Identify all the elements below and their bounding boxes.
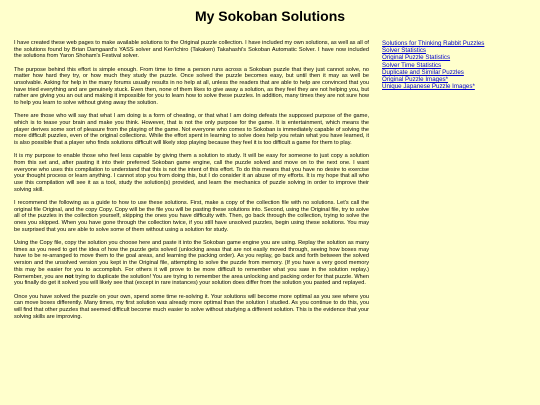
intent-paragraph: It is my purpose to enable those who feel less capable by giving them a solution to study. It will be easy for someone to just copy a solution from this set and, after pasting it into their preferred Sokoban game engine, call the puzzle solved and move on to the next one. I want everyone who uses this compilation to understand that this is not the intent of this effort. To do this means that you have no desire to exercise your thought process or learn anything. I cannot stop you from doing this, but I do consider it an abuse of my efforts. It is my hope that all who use this compilation will see it as a tool, study the solution(s) provided, and learn the mechanics of puzzle solving in order to improve their solving skill. [14,153,369,193]
link-japanese-puzzle-images[interactable]: Unique Japanese Puzzle Images* [382,83,475,91]
sidebar-links [382,40,532,90]
purpose-paragraph: The purpose behind this effort is simple enough. From time to time a person runs across a Sokoban puzzle that they just cannot solve, no matter how hard they try, or how much they study the puzzle. Once solved the puzzle becomes easy, but until then it may as well be unsolvable. Asking for help in the many forums usually results in no help at all, unless the readers that are able to help are convinced that you have tried everything and are genuinely stuck. Even then, none of them likes to give away a solution, as they feel they are not helping you, but rather are giving you an out and making it impossible for you to learn how to solve these puzzles. In addition, many times they are not sure how to help you learn to solve without giving away the solution. [14,66,369,107]
link-solver-time-statistics[interactable]: Solver Time Statistics [382,61,442,69]
intro-paragraph: I have created these web pages to make available solutions to the Original puzzle collection. I have included my own solutions, as well as all of the solutions found by Brian Damgaard's YASS solver and Ken'ichiro (Takaken) Takahashi's Sokoban Automatic Solver. I have now included the solutions from Yaron Shoham's Festival solver. [14,40,369,60]
link-original-puzzle-statistics[interactable]: Original Puzzle Statistics [382,54,451,62]
page-title: My Sokoban Solutions [194,8,346,24]
resolve-paragraph: Once you have solved the puzzle on your own, spend some time re-solving it. Your solutions will become more optimal as you see where you can move boxes differently. Many times, my first solution was already more optimal than the solution I studied. As you continue to do this, you will find that other puzzles that seemed difficult become much easier to solve without studying a different solution. This is the evidence that your solving skills are improving. [14,293,369,320]
emphasis-not: not [64,273,74,280]
link-solver-statistics[interactable]: Solver Statistics [382,47,427,55]
article-body [14,40,369,327]
copy-file-text-2: trying to duplicate the solution! You are trying to remember the area unlocking and packing order for that puzzle. When you finally do get it solved you will likely see that (except in rare instances) your solution does differ from the solution you pasted and replayed. [14,273,369,287]
copy-file-text-1: Using the Copy file, copy the solution you choose here and paste it into the Sokoban game engine you are using. Replay the solution as many times as you need to get the idea of how the puzzle gets solved (unlocking areas that are not easily moved through, seeing how boxes may have to be re-arranged to move them to the goal areas, and learning the packing order). As you replay, go back and forth between the solved version and the unsolved version you kept in the Original file, attempting to solve the puzzle from memory. (If you have a very good memory this may be easier for you to accomplish. For others it will prove to be more difficult to remember what you saw in the solution replay.) Remember, you are [14,240,369,280]
link-original-puzzle-images[interactable]: Original Puzzle Images* [382,76,449,84]
guide-paragraph: I recommend the following as a guide to how to use these solutions. First, make a copy of the collection file with no solutions. Let's call the original file Original, and the copy Copy. Copy will be the file you will be pasting these solutions into. Second, using the Original file, try to solve all of the puzzles in the collection yourself, skipping the ones you have difficulty with. Then, go back through the collection, trying to solve the ones you skipped. When you have gone through the collection twice, if you still have unsolved puzzles, begin using these solutions. You may be surprised that you are able to solve some of them without using a solution for study. [14,200,369,233]
cheating-paragraph: There are those who will say that what I am doing is a form of cheating, or that what I am doing defeats the supposed purpose of the game, which is to tease your brain and make you think. However, that is not the only purpose for the game. It is entertainment, which means the player derives some sort of pleasure from the playing of the game. Not everyone who comes to Sokoban is immediately capable of solving the more difficult puzzles, even of the original collections. While the effort spent in learning to solve does help you retain what you have learned, it is also possible that a player who finds solutions difficult will likely stop playing because they feel it is too difficult a game for them to play. [14,113,369,147]
link-thinking-rabbit-solutions[interactable]: Solutions for Thinking Rabbit Puzzles [382,40,485,47]
link-duplicate-similar-puzzles[interactable]: Duplicate and Similar Puzzles [382,68,464,76]
copy-file-paragraph [14,240,369,287]
